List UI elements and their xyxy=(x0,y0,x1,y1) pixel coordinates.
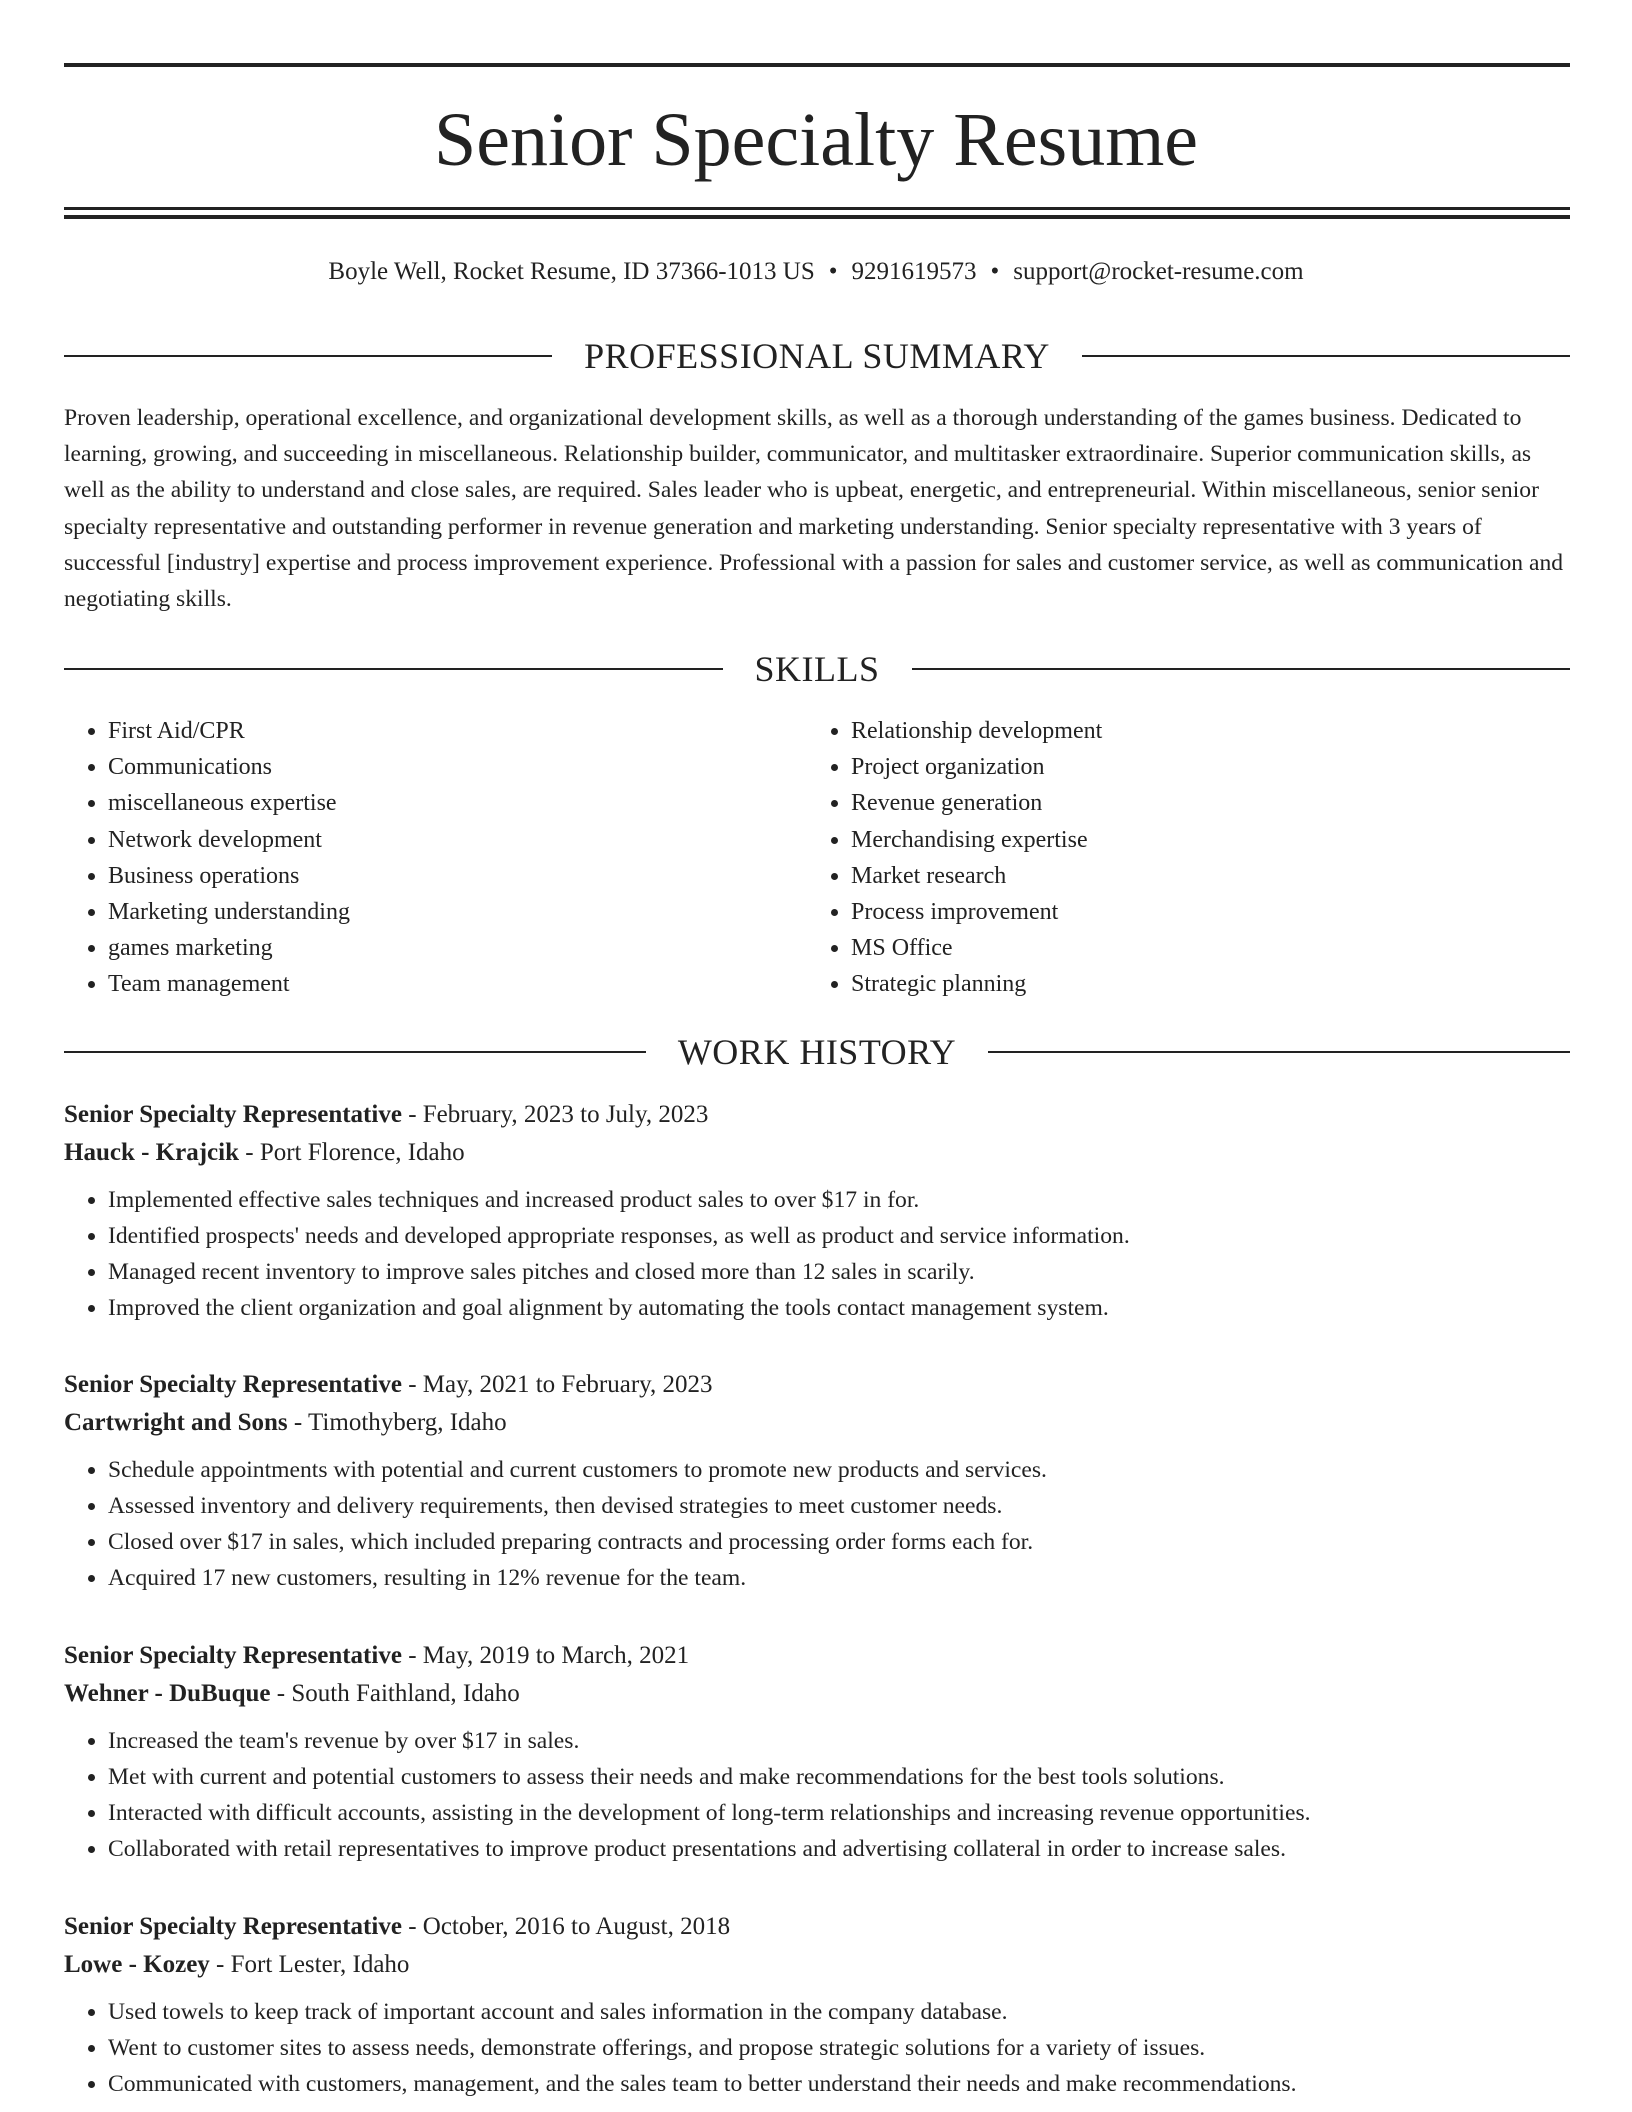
work-heading-row xyxy=(64,1030,1570,1074)
job-bullet: • Assessed inventory and delivery requirements, then devised strategies to meet customer needs. xyxy=(108,1488,1570,1524)
summary-heading: PROFESSIONAL SUMMARY xyxy=(584,336,1050,376)
job-company-line xyxy=(64,1134,1570,1172)
contact-line xyxy=(0,254,1632,290)
job-dates: - May, 2021 to February, 2023 xyxy=(408,1371,713,1398)
job-bullet: • Communicated with customers, management, and the sales team to better understand their needs and make recommendations. xyxy=(108,2066,1570,2102)
job-bullet: • Improved the client organization and goal alignment by automating the tools contact management system. xyxy=(108,1290,1570,1326)
job-bullets xyxy=(64,1723,1570,1867)
skill-item: • Relationship development xyxy=(851,713,1102,749)
heading-rule-left xyxy=(64,355,552,357)
job-bullet: • Acquired 17 new customers, resulting in 12% revenue for the team. xyxy=(108,1560,1570,1596)
summary-heading-row xyxy=(64,334,1570,378)
resume-title: Senior Specialty Resume xyxy=(433,98,1199,182)
contact-separator: • xyxy=(990,258,1000,285)
skill-item: • Network development xyxy=(108,822,350,858)
job-company-line xyxy=(64,1946,1570,1984)
job-company: Lowe - Kozey xyxy=(64,1951,210,1978)
job-entry xyxy=(64,1637,1570,1867)
job-dates: - February, 2023 to July, 2023 xyxy=(408,1101,709,1128)
skill-item: • Business operations xyxy=(108,858,350,894)
contact-separator: • xyxy=(828,258,838,285)
job-bullet: • Closed over $17 in sales, which included preparing contracts and processing order forms each for. xyxy=(108,1524,1570,1560)
skill-item: • Project organization xyxy=(851,749,1102,785)
job-bullet: • Used towels to keep track of important account and sales information in the company database. xyxy=(108,1994,1570,2030)
job-company-line xyxy=(64,1675,1570,1713)
job-title: Senior Specialty Representative xyxy=(64,1642,402,1669)
job-title-line xyxy=(64,1908,1570,1946)
contact-email: support@rocket-resume.com xyxy=(1013,258,1304,285)
job-entry xyxy=(64,1366,1570,1596)
job-location: - South Faithland, Idaho xyxy=(276,1680,520,1707)
job-bullet: • Increased the team's revenue by over $17 in sales. xyxy=(108,1723,1570,1759)
heading-rule-left xyxy=(64,1051,646,1053)
contact-phone: 9291619573 xyxy=(851,258,977,285)
skill-item: • MS Office xyxy=(851,930,1102,966)
job-bullets xyxy=(64,1182,1570,1326)
job-bullet: • Interacted with difficult accounts, assisting in the development of long-term relationships and increasing revenue opportunities. xyxy=(108,1795,1570,1831)
job-title: Senior Specialty Representative xyxy=(64,1913,402,1940)
job-dates: - October, 2016 to August, 2018 xyxy=(408,1913,731,1940)
job-bullet: • Identified prospects' needs and developed appropriate responses, as well as product and service information. xyxy=(108,1218,1570,1254)
heading-rule-left xyxy=(64,668,723,670)
job-entry xyxy=(64,1096,1570,1326)
job-company: Wehner - DuBuque xyxy=(64,1680,271,1707)
job-bullet: • Collaborated with retail representatives to improve product presentations and advertising collateral in order to increase sales. xyxy=(108,1831,1570,1867)
skills-heading: SKILLS xyxy=(754,649,880,689)
skill-item: • Merchandising expertise xyxy=(851,822,1102,858)
skills-heading-row xyxy=(64,647,1570,691)
job-company-line xyxy=(64,1404,1570,1442)
top-rule xyxy=(64,63,1570,67)
work-heading: WORK HISTORY xyxy=(677,1032,957,1072)
job-bullet: • Went to customer sites to assess needs, demonstrate offerings, and propose strategic solutions for a variety of issues. xyxy=(108,2030,1570,2066)
summary-text: Proven leadership, operational excellence, and organizational development skills, as well as a thorough understanding of the games business. Dedicated to learning, growing, and succeeding in miscellaneous. Relationship builder, communicator, and multitasker extraordinaire. Superior communication skills, as well as the ability to understand and close sales, are required. Sales leader who is upbeat, energetic, and entrepreneurial. Within miscellaneous, senior senior specialty representative and outstanding performer in revenue generation and marketing understanding. Senior specialty representative with 3 years of successful [industry] expertise and process improvement experience. Professional with a passion for sales and customer service, as well as communication and negotiating skills. xyxy=(64,405,1564,613)
title-underline-lower xyxy=(64,215,1570,219)
heading-rule-right xyxy=(988,1051,1570,1053)
job-title: Senior Specialty Representative xyxy=(64,1371,402,1398)
skill-item: • Marketing understanding xyxy=(108,894,350,930)
job-title-line xyxy=(64,1637,1570,1675)
job-title-line xyxy=(64,1366,1570,1404)
skill-item: • Process improvement xyxy=(851,894,1102,930)
job-dates: - May, 2019 to March, 2021 xyxy=(408,1642,690,1669)
skill-item: • games marketing xyxy=(108,930,350,966)
heading-rule-right xyxy=(1082,355,1570,357)
skill-item: • Revenue generation xyxy=(851,785,1102,821)
job-entry xyxy=(64,1908,1570,2102)
skills-column-right xyxy=(807,713,1102,1003)
skill-item: • Communications xyxy=(108,749,350,785)
job-company: Cartwright and Sons xyxy=(64,1409,288,1436)
skill-item: • miscellaneous expertise xyxy=(108,785,350,821)
skill-item: • Market research xyxy=(851,858,1102,894)
skill-item: • Team management xyxy=(108,966,350,1002)
heading-rule-right xyxy=(912,668,1571,670)
contact-address: Boyle Well, Rocket Resume, ID 37366-1013 US xyxy=(328,258,815,285)
skill-item: • First Aid/CPR xyxy=(108,713,350,749)
job-bullets xyxy=(64,1994,1570,2102)
job-company: Hauck - Krajcik xyxy=(64,1139,239,1166)
skills-column-left xyxy=(64,713,350,1003)
skill-item: • Strategic planning xyxy=(851,966,1102,1002)
job-title-line xyxy=(64,1096,1570,1134)
job-location: - Timothyberg, Idaho xyxy=(293,1409,507,1436)
job-title: Senior Specialty Representative xyxy=(64,1101,402,1128)
job-bullets xyxy=(64,1452,1570,1596)
job-location: - Fort Lester, Idaho xyxy=(216,1951,410,1978)
title-underline-upper xyxy=(64,207,1570,210)
job-location: - Port Florence, Idaho xyxy=(245,1139,465,1166)
job-bullet: • Schedule appointments with potential and current customers to promote new products and services. xyxy=(108,1452,1570,1488)
job-bullet: • Implemented effective sales techniques and increased product sales to over $17 in for. xyxy=(108,1182,1570,1218)
job-bullet: • Met with current and potential customers to assess their needs and make recommendations for the best tools solutions. xyxy=(108,1759,1570,1795)
job-bullet: • Managed recent inventory to improve sales pitches and closed more than 12 sales in scarily. xyxy=(108,1254,1570,1290)
